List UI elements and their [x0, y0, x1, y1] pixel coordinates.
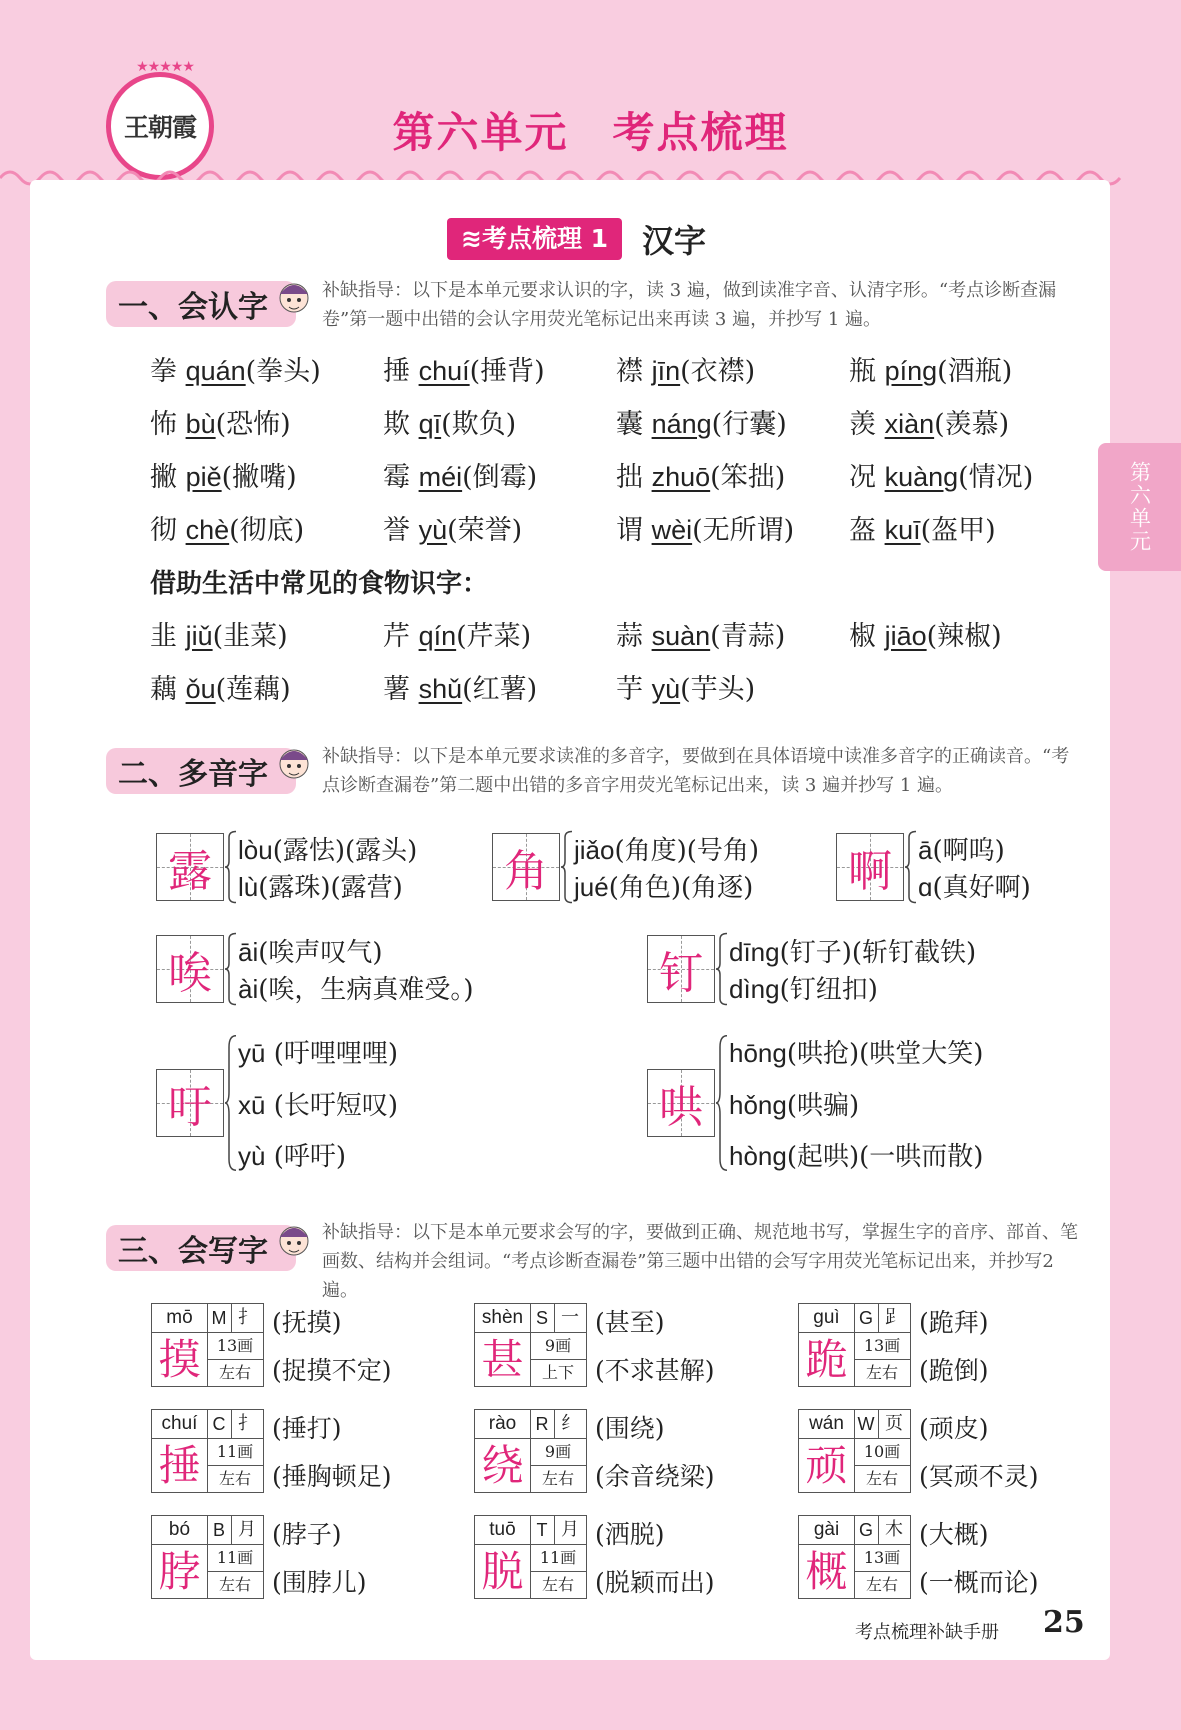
card-initial: M	[207, 1304, 232, 1333]
char-row	[150, 455, 1082, 494]
reading-line	[729, 1033, 983, 1070]
pinyin: suàn	[651, 621, 711, 651]
card-radical: 纟	[554, 1410, 586, 1439]
polyphone-char: 角	[504, 846, 548, 897]
pinyin: wèi	[651, 515, 693, 545]
reading-pinyin: āi	[238, 937, 259, 967]
reading-pinyin: ài	[238, 974, 259, 1004]
reading-line	[574, 867, 759, 904]
example-word: (莲藕)	[215, 674, 291, 705]
card-initial: B	[207, 1516, 232, 1545]
card-stroke-count: 11画	[530, 1544, 586, 1572]
char-row	[150, 402, 1082, 441]
reading-pinyin: jiǎo	[574, 835, 615, 865]
card-pinyin: mō	[152, 1304, 208, 1333]
brace-icon	[715, 932, 729, 1006]
example-word: (衣襟)	[680, 356, 756, 387]
reading-line	[918, 830, 1031, 867]
hanzi: 羡	[849, 409, 876, 440]
pinyin: shǔ	[418, 674, 463, 704]
example-word: (捶背)	[469, 356, 545, 387]
reading-pinyin: jué	[574, 872, 609, 902]
example-word: (芋头)	[680, 674, 756, 705]
example-word: (拳头)	[245, 356, 321, 387]
card-pinyin: tuō	[475, 1516, 531, 1545]
s1-head: 一、会认字	[106, 281, 296, 327]
char-entry	[383, 508, 616, 547]
card-word-1: (洒脱)	[595, 1520, 665, 1549]
reading-line	[238, 1085, 398, 1122]
reading-list	[729, 932, 976, 1006]
card-words	[272, 1409, 392, 1493]
card-char: 概	[799, 1544, 855, 1599]
reading-line	[238, 932, 474, 969]
hanzi: 谓	[616, 515, 643, 546]
example-word: (红薯)	[462, 674, 538, 705]
hanzi: 盔	[849, 515, 876, 546]
card-radical: 月	[231, 1516, 263, 1545]
example-word: (羡慕)	[934, 409, 1010, 440]
pinyin: jīn	[651, 356, 681, 386]
polyphone-char: 哄	[659, 1082, 703, 1133]
polyphone-group	[156, 1033, 398, 1173]
page-number: 25	[1043, 1605, 1085, 1640]
reading-pinyin: hǒng	[729, 1089, 787, 1120]
pinyin: qín	[418, 621, 457, 651]
card-word-1: (顽皮)	[919, 1414, 989, 1443]
reading-pinyin: hòng	[729, 1141, 787, 1171]
card-words	[919, 1515, 1039, 1599]
section-badge: ≋考点梳理 1	[447, 218, 622, 260]
pinyin: kuī	[884, 515, 921, 545]
char-entry	[616, 614, 849, 653]
hanzi: 撇	[150, 462, 177, 493]
card-structure: 左右	[865, 1469, 898, 1488]
card-structure: 左右	[218, 1363, 251, 1382]
writing-card	[151, 1515, 367, 1599]
reading-pinyin: lòu	[238, 835, 273, 865]
hanzi: 霉	[383, 462, 410, 493]
pinyin: náng	[651, 409, 712, 439]
reading-words: (角度)(号角)	[614, 836, 760, 866]
card-structure: 左右	[218, 1575, 251, 1594]
writing-card	[474, 1515, 715, 1599]
polyphone-char-box	[647, 935, 715, 1003]
card-word-2: (捶胸顿足)	[272, 1462, 392, 1491]
example-word: (彻底)	[229, 515, 305, 546]
card-stroke-count: 13画	[854, 1544, 910, 1572]
logo-text: 王朝霞	[123, 113, 196, 142]
char-entry	[616, 455, 849, 494]
writing-grid	[151, 1409, 264, 1493]
example-word: (撇嘴)	[221, 462, 297, 493]
pinyin: qī	[418, 409, 442, 439]
reading-line	[238, 969, 474, 1006]
char-entry	[616, 667, 849, 706]
writing-grid	[151, 1303, 264, 1387]
reading-line	[729, 932, 976, 969]
reading-pinyin: ā	[918, 835, 933, 865]
reading-words: (唉声叹气)	[258, 938, 383, 968]
reading-pinyin: xū	[238, 1089, 266, 1120]
example-word: (辣椒)	[926, 621, 1002, 652]
card-initial: S	[530, 1304, 555, 1333]
reading-list	[238, 830, 417, 904]
reading-words: (吁哩哩哩)	[265, 1039, 399, 1069]
char-entry	[383, 614, 616, 653]
section-subtitle: 汉字	[642, 222, 707, 260]
polyphone-char: 露	[168, 846, 212, 897]
reading-line	[238, 1033, 398, 1070]
card-words	[595, 1303, 715, 1387]
reading-words: (钉子)(斩钉截铁)	[779, 938, 977, 968]
example-word: (笨拙)	[710, 462, 786, 493]
hanzi: 藕	[150, 674, 177, 705]
writing-card	[474, 1409, 715, 1493]
polyphone-char-box	[492, 833, 560, 901]
polyphone-char: 吁	[168, 1082, 212, 1133]
reading-words: (长吁短叹)	[265, 1090, 399, 1121]
example-word: (韭菜)	[212, 621, 288, 652]
brace-icon	[224, 830, 238, 904]
polyphone-char: 钉	[659, 948, 703, 999]
char-entry	[616, 402, 849, 441]
hanzi: 彻	[150, 515, 177, 546]
char-row	[150, 614, 1082, 653]
reading-list	[918, 830, 1031, 904]
kid-icon	[274, 742, 314, 790]
card-word-1: (跪拜)	[919, 1308, 989, 1337]
char-entry	[150, 402, 383, 441]
example-word: (青蒜)	[710, 621, 786, 652]
polyphone-char-box	[836, 833, 904, 901]
s3-head: 三、会写字	[106, 1225, 296, 1271]
card-structure: 上下	[541, 1363, 574, 1382]
card-char: 跪	[799, 1332, 855, 1387]
char-entry	[150, 455, 383, 494]
card-char: 顽	[799, 1438, 855, 1493]
example-word: (倒霉)	[462, 462, 538, 493]
card-pinyin: wán	[799, 1410, 855, 1439]
card-stroke-count: 11画	[207, 1438, 263, 1466]
card-word-2: (冥顽不灵)	[919, 1462, 1039, 1491]
card-word-2: (跪倒)	[919, 1356, 989, 1385]
polyphone-char-box	[156, 833, 224, 901]
writing-grid	[474, 1515, 587, 1599]
hanzi: 拙	[616, 462, 643, 493]
reading-words: (真好啊)	[932, 873, 1031, 903]
example-word: (酒瓶)	[937, 356, 1013, 387]
reading-pinyin: yù	[238, 1141, 266, 1171]
pinyin: jiǔ	[185, 621, 213, 651]
reading-words: (唉，生病真难受。)	[258, 975, 474, 1005]
reading-line	[238, 1136, 398, 1173]
reading-words: (露珠)(露营)	[258, 873, 403, 903]
char-entry	[849, 349, 1082, 388]
s2-head: 二、多音字	[106, 748, 296, 794]
reading-list	[729, 1033, 983, 1173]
char-row	[150, 508, 1082, 547]
polyphone-group	[647, 932, 976, 1006]
card-radical: 木	[878, 1516, 910, 1545]
food-title: 借助生活中常见的食物识字：	[150, 569, 489, 599]
card-words	[272, 1303, 392, 1387]
char-entry	[383, 455, 616, 494]
polyphone-group	[492, 830, 759, 904]
card-char: 摸	[152, 1332, 208, 1387]
card-word-2: (脱颖而出)	[595, 1568, 715, 1597]
reading-line	[729, 969, 976, 1006]
card-pinyin: gài	[799, 1516, 855, 1545]
example-word: (芹菜)	[456, 621, 532, 652]
kid-icon	[274, 276, 314, 324]
reading-line	[238, 830, 417, 867]
card-radical: 页	[878, 1410, 910, 1439]
hanzi: 瓶	[849, 356, 876, 387]
footer-text: 考点梳理补缺手册	[855, 1622, 999, 1643]
reading-words: (哄骗)	[786, 1090, 860, 1121]
card-radical: 扌	[231, 1410, 263, 1439]
writing-grid	[798, 1303, 911, 1387]
pinyin: jiāo	[884, 621, 927, 651]
card-initial: C	[207, 1410, 232, 1439]
reading-line	[238, 867, 417, 904]
char-entry	[150, 614, 383, 653]
pinyin: yù	[418, 515, 448, 545]
reading-words: (呼吁)	[265, 1142, 347, 1172]
page-title: 第六单元 考点梳理	[392, 109, 789, 156]
example-word: (情况)	[958, 462, 1034, 493]
polyphone-char-box	[647, 1069, 715, 1137]
char-row	[150, 349, 1082, 388]
card-char: 绕	[475, 1438, 531, 1493]
card-initial: W	[854, 1410, 879, 1439]
writing-card	[798, 1409, 1039, 1493]
hanzi: 囊	[616, 409, 643, 440]
reading-pinyin: dīng	[729, 937, 780, 967]
hanzi: 蒜	[616, 621, 643, 652]
reading-pinyin: dìng	[729, 974, 780, 1004]
writing-grid	[474, 1303, 587, 1387]
polyphone-char-box	[156, 1069, 224, 1137]
char-entry	[383, 402, 616, 441]
writing-grid	[798, 1515, 911, 1599]
pinyin: yù	[651, 674, 681, 704]
char-row	[150, 667, 849, 706]
hanzi: 芋	[616, 674, 643, 705]
card-word-2: (捉摸不定)	[272, 1356, 392, 1385]
card-word-2: (一概而论)	[919, 1568, 1039, 1597]
brace-icon	[715, 1033, 729, 1173]
reading-words: (钉纽扣)	[779, 975, 878, 1005]
card-char: 脖	[152, 1544, 208, 1599]
char-entry	[849, 455, 1082, 494]
card-word-2: (围脖儿)	[272, 1568, 367, 1597]
section-header	[447, 218, 706, 260]
card-stroke-count: 10画	[854, 1438, 910, 1466]
pinyin: chè	[185, 515, 230, 545]
card-pinyin: rào	[475, 1410, 531, 1439]
card-pinyin: bó	[152, 1516, 208, 1545]
polyphone-group	[156, 932, 474, 1006]
card-initial: R	[530, 1410, 555, 1439]
pinyin: chuí	[418, 356, 470, 386]
card-pinyin: guì	[799, 1304, 855, 1333]
star-icons: ★★★★★	[136, 59, 194, 75]
polyphone-group	[156, 830, 417, 904]
char-entry	[150, 508, 383, 547]
reading-line	[574, 830, 759, 867]
card-char: 甚	[475, 1332, 531, 1387]
writing-card	[474, 1303, 715, 1387]
polyphone-group	[647, 1033, 983, 1173]
card-word-2: (余音绕梁)	[595, 1462, 715, 1491]
brace-icon	[224, 1033, 238, 1173]
card-radical: 一	[554, 1304, 586, 1333]
char-entry	[150, 349, 383, 388]
char-entry	[150, 667, 383, 706]
reading-words: (哄抢)(哄堂大笑)	[786, 1039, 984, 1069]
s2-guide: 补缺指导：以下是本单元要求读准的多音字，要做到在具体语境中读准多音字的正确读音。“考点诊断查漏卷”第二题中出错的多音字用荧光笔标记出来，读 3 遍并抄写 1 遍。	[322, 746, 1070, 796]
card-structure: 左右	[541, 1575, 574, 1594]
card-words	[595, 1515, 715, 1599]
card-stroke-count: 13画	[207, 1332, 263, 1360]
card-radical: 扌	[231, 1304, 263, 1333]
card-words	[919, 1409, 1039, 1493]
polyphone-char: 啊	[848, 846, 892, 897]
reading-words: (起哄)(一哄而散)	[786, 1142, 984, 1172]
card-initial: G	[854, 1516, 879, 1545]
reading-line	[729, 1085, 983, 1122]
card-radical: 月	[554, 1516, 586, 1545]
s1-guide: 补缺指导：以下是本单元要求认识的字，读 3 遍，做到读准字音、认清字形。“考点诊断查漏卷”第一题中出错的会认字用荧光笔标记出来再读 3 遍，并抄写 1 遍。	[322, 280, 1057, 330]
brace-icon	[560, 830, 574, 904]
char-entry	[849, 614, 1082, 653]
writing-card	[151, 1303, 392, 1387]
polyphone-group	[836, 830, 1031, 904]
reading-pinyin: yū	[238, 1038, 266, 1068]
reading-list	[574, 830, 759, 904]
writing-card	[151, 1409, 392, 1493]
card-word-2: (不求甚解)	[595, 1356, 715, 1385]
reading-words: (啊呜)	[932, 836, 1005, 866]
example-word: (行囊)	[711, 409, 787, 440]
card-stroke-count: 11画	[207, 1544, 263, 1572]
hanzi: 襟	[616, 356, 643, 387]
card-stroke-count: 13画	[854, 1332, 910, 1360]
card-structure: 左右	[865, 1363, 898, 1382]
hanzi: 椒	[849, 621, 876, 652]
card-word-1: (捶打)	[272, 1414, 342, 1443]
card-initial: G	[854, 1304, 879, 1333]
card-words	[919, 1303, 989, 1387]
card-structure: 左右	[541, 1469, 574, 1488]
hanzi: 誉	[383, 515, 410, 546]
char-entry	[616, 349, 849, 388]
pinyin: quán	[185, 356, 246, 386]
polyphone-char: 唉	[168, 948, 212, 999]
card-word-1: (脖子)	[272, 1520, 342, 1549]
pinyin: xiàn	[884, 409, 935, 439]
hanzi: 况	[849, 462, 876, 493]
polyphone-char-box	[156, 935, 224, 1003]
reading-words: (露怯)(露头)	[272, 836, 418, 866]
brace-icon	[224, 932, 238, 1006]
hanzi: 捶	[383, 356, 410, 387]
reading-pinyin: ɑ	[918, 872, 933, 902]
pinyin: zhuō	[651, 462, 711, 492]
card-structure: 左右	[865, 1575, 898, 1594]
card-radical: 𧾷	[878, 1304, 910, 1333]
card-pinyin: chuí	[152, 1410, 208, 1439]
pinyin: bù	[185, 409, 216, 439]
reading-words: (角色)(角逐)	[608, 873, 754, 903]
char-entry	[383, 667, 616, 706]
hanzi: 欺	[383, 409, 410, 440]
writing-grid	[474, 1409, 587, 1493]
hanzi: 薯	[383, 674, 410, 705]
pinyin: píng	[884, 356, 938, 386]
brace-icon	[904, 830, 918, 904]
char-entry	[383, 349, 616, 388]
char-entry	[849, 508, 1082, 547]
card-word-1: (甚至)	[595, 1308, 665, 1337]
card-word-1: (围绕)	[595, 1414, 665, 1443]
example-word: (恐怖)	[215, 409, 291, 440]
writing-card	[798, 1303, 989, 1387]
reading-list	[238, 1033, 398, 1173]
card-word-1: (抚摸)	[272, 1308, 342, 1337]
example-word: (盔甲)	[920, 515, 996, 546]
char-entry	[616, 508, 849, 547]
char-entry	[849, 402, 1082, 441]
hanzi: 怖	[150, 409, 177, 440]
side-tab[interactable]: 第六单元	[1098, 443, 1181, 571]
card-char: 捶	[152, 1438, 208, 1493]
writing-grid	[151, 1515, 264, 1599]
reading-pinyin: hōng	[729, 1038, 787, 1068]
reading-line	[918, 867, 1031, 904]
reading-list	[238, 932, 474, 1006]
hanzi: 芹	[383, 621, 410, 652]
card-words	[595, 1409, 715, 1493]
card-stroke-count: 9画	[530, 1438, 586, 1466]
hanzi: 韭	[150, 621, 177, 652]
writing-card	[798, 1515, 1039, 1599]
hanzi: 拳	[150, 356, 177, 387]
card-words	[272, 1515, 367, 1599]
card-stroke-count: 9画	[530, 1332, 586, 1360]
reading-pinyin: lù	[238, 872, 259, 902]
card-word-1: (大概)	[919, 1520, 989, 1549]
s3-guide: 补缺指导：以下是本单元要求会写的字，要做到正确、规范地书写，掌握生字的音序、部首、笔画数、结构并会组词。“考点诊断查漏卷”第三题中出错的会写字用荧光笔标记出来，并抄写2遍。	[322, 1222, 1078, 1301]
pinyin: méi	[418, 462, 463, 492]
pinyin: kuàng	[884, 462, 959, 492]
card-char: 脱	[475, 1544, 531, 1599]
kid-icon	[274, 1219, 314, 1267]
card-structure: 左右	[218, 1469, 251, 1488]
example-word: (荣誉)	[447, 515, 523, 546]
pinyin: piě	[185, 462, 222, 492]
example-word: (欺负)	[441, 409, 517, 440]
writing-grid	[798, 1409, 911, 1493]
reading-line	[729, 1136, 983, 1173]
card-pinyin: shèn	[475, 1304, 531, 1333]
card-initial: T	[530, 1516, 555, 1545]
example-word: (无所谓)	[692, 515, 795, 546]
pinyin: ǒu	[185, 674, 216, 704]
